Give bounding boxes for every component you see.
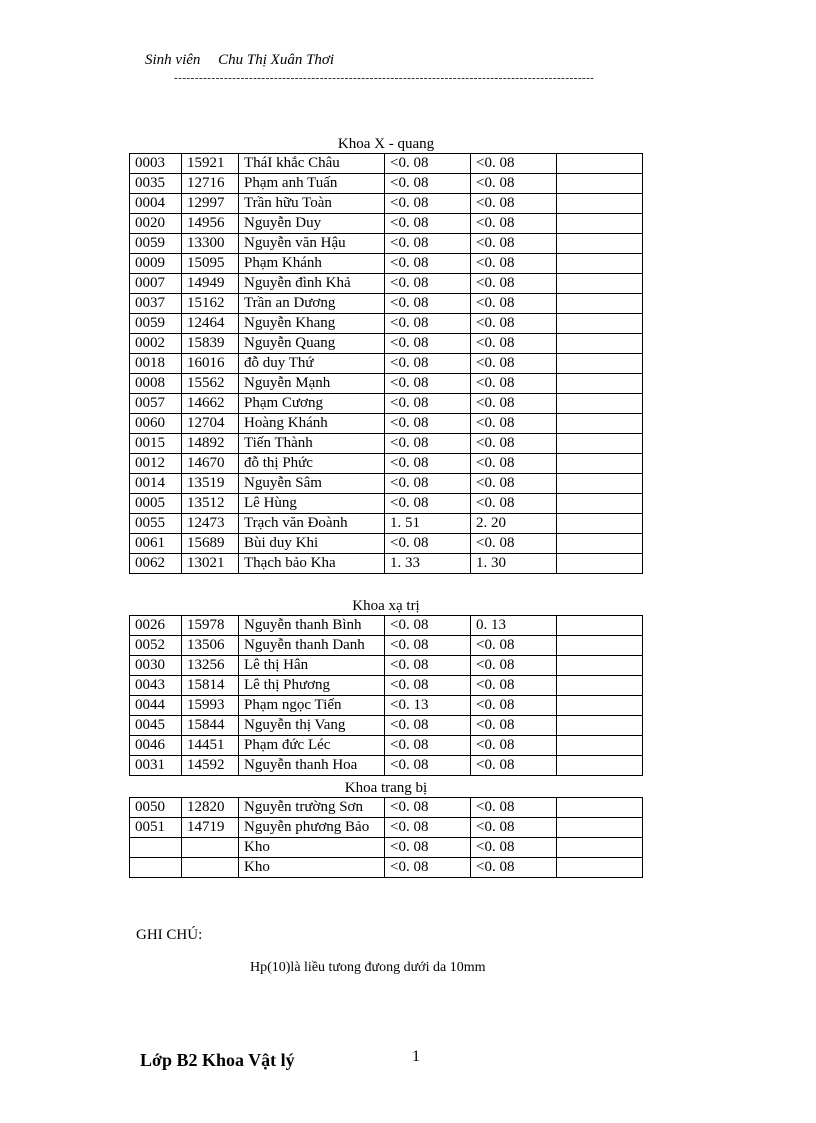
dosimeter-code-cell: 0057 <box>130 394 182 414</box>
staff-id-cell: 15978 <box>182 616 239 636</box>
staff-id-cell: 15095 <box>182 254 239 274</box>
table-row <box>130 234 643 254</box>
hp10-value-cell: <0. 08 <box>385 454 471 474</box>
hp10-value-cell: 1. 33 <box>385 554 471 574</box>
table-row <box>130 354 643 374</box>
remark-cell <box>557 534 643 554</box>
name-cell: Tiến Thành <box>239 434 385 454</box>
staff-id-cell: 12464 <box>182 314 239 334</box>
hp007-value-cell: <0. 08 <box>471 818 557 838</box>
name-cell: đỗ duy Thứ <box>239 354 385 374</box>
hp007-value-cell: <0. 08 <box>471 274 557 294</box>
remark-cell <box>557 334 643 354</box>
section-title: Khoa xạ trị <box>352 598 420 614</box>
dosimeter-code-cell: 0020 <box>130 214 182 234</box>
hp007-value-cell: <0. 08 <box>471 656 557 676</box>
staff-id-cell: 14592 <box>182 756 239 776</box>
staff-id-cell: 13021 <box>182 554 239 574</box>
remark-cell <box>557 434 643 454</box>
hp007-value-cell: <0. 08 <box>471 394 557 414</box>
remark-cell <box>557 756 643 776</box>
remark-cell <box>557 274 643 294</box>
dosimeter-code-cell: 0051 <box>130 818 182 838</box>
staff-id-cell: 15689 <box>182 534 239 554</box>
dosimeter-code-cell <box>130 858 182 878</box>
table-row <box>130 798 643 818</box>
hp007-value-cell: <0. 08 <box>471 798 557 818</box>
student-label: Sinh viên <box>145 52 201 68</box>
dosimeter-code-cell: 0050 <box>130 798 182 818</box>
hp007-value-cell: <0. 08 <box>471 434 557 454</box>
header-divider: ----------------------------------------------------------------------------------------------------- <box>174 72 595 84</box>
section-title: Khoa X - quang <box>337 136 435 152</box>
table-row <box>130 858 643 878</box>
table-row <box>130 736 643 756</box>
hp007-value-cell: 2. 20 <box>471 514 557 534</box>
remark-cell <box>557 374 643 394</box>
name-cell: đỗ thị Phức <box>239 454 385 474</box>
name-cell: Nguyễn đình Khả <box>239 274 385 294</box>
name-cell: Nguyễn Khang <box>239 314 385 334</box>
hp007-value-cell: <0. 08 <box>471 294 557 314</box>
hp007-value-cell: <0. 08 <box>471 194 557 214</box>
hp007-value-cell: <0. 08 <box>471 254 557 274</box>
dosimeter-code-cell: 0026 <box>130 616 182 636</box>
dosimeter-code-cell: 0009 <box>130 254 182 274</box>
table-row <box>130 616 643 636</box>
page-header <box>145 52 334 69</box>
table-row <box>130 454 643 474</box>
hp007-value-cell: <0. 08 <box>471 494 557 514</box>
hp10-value-cell: <0. 08 <box>385 676 471 696</box>
hp007-value-cell: <0. 08 <box>471 534 557 554</box>
staff-id-cell: 15921 <box>182 154 239 174</box>
staff-id-cell: 14670 <box>182 454 239 474</box>
dosimeter-code-cell: 0012 <box>130 454 182 474</box>
remark-cell <box>557 716 643 736</box>
remark-cell <box>557 354 643 374</box>
table-row <box>130 414 643 434</box>
name-cell: Trạch văn Đoành <box>239 514 385 534</box>
dosimeter-code-cell: 0003 <box>130 154 182 174</box>
remark-cell <box>557 314 643 334</box>
name-cell: Phạm anh Tuấn <box>239 174 385 194</box>
table-row <box>130 676 643 696</box>
remark-cell <box>557 818 643 838</box>
hp10-value-cell: <0. 08 <box>385 294 471 314</box>
hp10-value-cell: <0. 08 <box>385 194 471 214</box>
hp007-value-cell: <0. 08 <box>471 696 557 716</box>
table-row <box>130 716 643 736</box>
name-cell: Nguyễn phương Bảo <box>239 818 385 838</box>
remark-cell <box>557 616 643 636</box>
hp10-value-cell: <0. 08 <box>385 858 471 878</box>
name-cell: Phạm Cương <box>239 394 385 414</box>
staff-id-cell: 14949 <box>182 274 239 294</box>
staff-id-cell: 12716 <box>182 174 239 194</box>
hp007-value-cell: <0. 08 <box>471 174 557 194</box>
hp007-value-cell: <0. 08 <box>471 454 557 474</box>
hp007-value-cell: <0. 08 <box>471 676 557 696</box>
hp10-value-cell: <0. 08 <box>385 798 471 818</box>
remark-cell <box>557 636 643 656</box>
hp10-value-cell: <0. 08 <box>385 274 471 294</box>
remark-cell <box>557 174 643 194</box>
name-cell: Lê Hùng <box>239 494 385 514</box>
name-cell: Kho <box>239 838 385 858</box>
dosimeter-code-cell: 0043 <box>130 676 182 696</box>
table-row <box>130 534 643 554</box>
remark-cell <box>557 214 643 234</box>
results-table <box>129 797 643 878</box>
remark-cell <box>557 494 643 514</box>
hp10-value-cell: <0. 08 <box>385 354 471 374</box>
table-row <box>130 756 643 776</box>
hp10-value-cell: <0. 08 <box>385 414 471 434</box>
dosimeter-code-cell: 0015 <box>130 434 182 454</box>
hp007-value-cell: <0. 08 <box>471 838 557 858</box>
note-label: GHI CHÚ: <box>136 927 203 943</box>
dosimeter-code-cell: 0004 <box>130 194 182 214</box>
table-row <box>130 554 643 574</box>
name-cell: Nguyễn văn Hậu <box>239 234 385 254</box>
name-cell: Nguyễn thị Vang <box>239 716 385 736</box>
hp10-value-cell: <0. 08 <box>385 656 471 676</box>
name-cell: Kho <box>239 858 385 878</box>
hp007-value-cell: <0. 08 <box>471 858 557 878</box>
table-row <box>130 494 643 514</box>
name-cell: Nguyễn thanh Bình <box>239 616 385 636</box>
dosimeter-code-cell: 0008 <box>130 374 182 394</box>
name-cell: TháI khắc Châu <box>239 154 385 174</box>
table-row <box>130 334 643 354</box>
name-cell: Nguyễn Sâm <box>239 474 385 494</box>
staff-id-cell: 14719 <box>182 818 239 838</box>
staff-id-cell: 12704 <box>182 414 239 434</box>
name-cell: Nguyễn thanh Danh <box>239 636 385 656</box>
hp10-value-cell: <0. 13 <box>385 696 471 716</box>
remark-cell <box>557 154 643 174</box>
table-row <box>130 174 643 194</box>
staff-id-cell: 16016 <box>182 354 239 374</box>
table-row <box>130 154 643 174</box>
staff-id-cell: 15993 <box>182 696 239 716</box>
remark-cell <box>557 394 643 414</box>
remark-cell <box>557 696 643 716</box>
section-title: Khoa trang bị <box>344 780 428 796</box>
hp007-value-cell: <0. 08 <box>471 234 557 254</box>
staff-id-cell: 14892 <box>182 434 239 454</box>
name-cell: Nguyễn Duy <box>239 214 385 234</box>
staff-id-cell <box>182 838 239 858</box>
hp10-value-cell: <0. 08 <box>385 736 471 756</box>
name-cell: Phạm đức Léc <box>239 736 385 756</box>
remark-cell <box>557 858 643 878</box>
dosimeter-code-cell: 0035 <box>130 174 182 194</box>
name-cell: Trần hữu Toàn <box>239 194 385 214</box>
remark-cell <box>557 656 643 676</box>
hp10-value-cell: <0. 08 <box>385 474 471 494</box>
table-row <box>130 818 643 838</box>
name-cell: Bùi duy Khi <box>239 534 385 554</box>
table-row <box>130 214 643 234</box>
dosimeter-code-cell: 0044 <box>130 696 182 716</box>
dosimeter-code-cell: 0061 <box>130 534 182 554</box>
dosimeter-code-cell: 0014 <box>130 474 182 494</box>
hp10-value-cell: <0. 08 <box>385 334 471 354</box>
staff-id-cell: 13256 <box>182 656 239 676</box>
table-row <box>130 314 643 334</box>
table-row <box>130 474 643 494</box>
staff-id-cell: 15814 <box>182 676 239 696</box>
results-table <box>129 615 643 776</box>
name-cell: Nguyễn Quang <box>239 334 385 354</box>
hp007-value-cell: <0. 08 <box>471 736 557 756</box>
table-row <box>130 294 643 314</box>
hp007-value-cell: 0. 13 <box>471 616 557 636</box>
table-row <box>130 696 643 716</box>
remark-cell <box>557 254 643 274</box>
dosimeter-code-cell: 0059 <box>130 314 182 334</box>
hp007-value-cell: <0. 08 <box>471 756 557 776</box>
dosimeter-code-cell: 0018 <box>130 354 182 374</box>
name-cell: Trần an Dương <box>239 294 385 314</box>
dosimeter-code-cell: 0031 <box>130 756 182 776</box>
remark-cell <box>557 554 643 574</box>
dosimeter-code-cell: 0059 <box>130 234 182 254</box>
remark-cell <box>557 736 643 756</box>
dosimeter-code-cell: 0052 <box>130 636 182 656</box>
hp007-value-cell: <0. 08 <box>471 636 557 656</box>
hp10-value-cell: <0. 08 <box>385 174 471 194</box>
staff-id-cell: 13512 <box>182 494 239 514</box>
hp10-value-cell: <0. 08 <box>385 374 471 394</box>
table-row <box>130 514 643 534</box>
results-table <box>129 153 643 574</box>
hp007-value-cell: <0. 08 <box>471 354 557 374</box>
student-name: Chu Thị Xuân Thơi <box>218 52 335 68</box>
hp10-value-cell: <0. 08 <box>385 154 471 174</box>
name-cell: Hoàng Khánh <box>239 414 385 434</box>
remark-cell <box>557 838 643 858</box>
hp10-value-cell: <0. 08 <box>385 314 471 334</box>
staff-id-cell: 13300 <box>182 234 239 254</box>
hp007-value-cell: <0. 08 <box>471 474 557 494</box>
remark-cell <box>557 294 643 314</box>
hp007-value-cell: <0. 08 <box>471 334 557 354</box>
hp007-value-cell: <0. 08 <box>471 374 557 394</box>
name-cell: Thạch bảo Kha <box>239 554 385 574</box>
hp10-value-cell: <0. 08 <box>385 214 471 234</box>
hp10-value-cell: <0. 08 <box>385 636 471 656</box>
hp10-value-cell: <0. 08 <box>385 616 471 636</box>
dosimeter-code-cell: 0005 <box>130 494 182 514</box>
note-text: Hp(10)là liều tưong đưong dưới da 10mm <box>250 960 486 975</box>
name-cell: Nguyễn trường Sơn <box>239 798 385 818</box>
dosimeter-code-cell: 0060 <box>130 414 182 434</box>
table-row <box>130 636 643 656</box>
dosimeter-code-cell: 0055 <box>130 514 182 534</box>
table-row <box>130 838 643 858</box>
name-cell: Lê thị Hân <box>239 656 385 676</box>
page-number: 1 <box>412 1048 420 1065</box>
table-row <box>130 394 643 414</box>
remark-cell <box>557 474 643 494</box>
table-row <box>130 434 643 454</box>
remark-cell <box>557 798 643 818</box>
hp10-value-cell: <0. 08 <box>385 394 471 414</box>
footer-class-name: Lớp B2 Khoa Vật lý <box>140 1050 295 1070</box>
dosimeter-code-cell: 0046 <box>130 736 182 756</box>
hp007-value-cell: <0. 08 <box>471 214 557 234</box>
remark-cell <box>557 234 643 254</box>
remark-cell <box>557 194 643 214</box>
table-row <box>130 374 643 394</box>
dosimeter-code-cell: 0030 <box>130 656 182 676</box>
dosimeter-code-cell: 0007 <box>130 274 182 294</box>
hp10-value-cell: <0. 08 <box>385 534 471 554</box>
dosimeter-code-cell: 0045 <box>130 716 182 736</box>
hp007-value-cell: <0. 08 <box>471 314 557 334</box>
hp007-value-cell: <0. 08 <box>471 414 557 434</box>
staff-id-cell <box>182 858 239 878</box>
staff-id-cell: 15162 <box>182 294 239 314</box>
staff-id-cell: 12820 <box>182 798 239 818</box>
remark-cell <box>557 676 643 696</box>
staff-id-cell: 13519 <box>182 474 239 494</box>
dosimeter-code-cell: 0062 <box>130 554 182 574</box>
table-row <box>130 274 643 294</box>
staff-id-cell: 12997 <box>182 194 239 214</box>
remark-cell <box>557 454 643 474</box>
hp007-value-cell: <0. 08 <box>471 154 557 174</box>
hp10-value-cell: <0. 08 <box>385 494 471 514</box>
table-row <box>130 194 643 214</box>
hp10-value-cell: <0. 08 <box>385 838 471 858</box>
name-cell: Phạm ngọc Tiến <box>239 696 385 716</box>
hp10-value-cell: <0. 08 <box>385 756 471 776</box>
staff-id-cell: 15839 <box>182 334 239 354</box>
staff-id-cell: 14662 <box>182 394 239 414</box>
remark-cell <box>557 414 643 434</box>
table-row <box>130 656 643 676</box>
staff-id-cell: 12473 <box>182 514 239 534</box>
hp007-value-cell: 1. 30 <box>471 554 557 574</box>
staff-id-cell: 14956 <box>182 214 239 234</box>
table-row <box>130 254 643 274</box>
hp10-value-cell: 1. 51 <box>385 514 471 534</box>
name-cell: Phạm Khánh <box>239 254 385 274</box>
staff-id-cell: 15844 <box>182 716 239 736</box>
name-cell: Nguyễn Mạnh <box>239 374 385 394</box>
remark-cell <box>557 514 643 534</box>
hp10-value-cell: <0. 08 <box>385 818 471 838</box>
hp10-value-cell: <0. 08 <box>385 434 471 454</box>
dosimeter-code-cell: 0037 <box>130 294 182 314</box>
staff-id-cell: 13506 <box>182 636 239 656</box>
name-cell: Lê thị Phương <box>239 676 385 696</box>
hp10-value-cell: <0. 08 <box>385 234 471 254</box>
hp10-value-cell: <0. 08 <box>385 254 471 274</box>
staff-id-cell: 14451 <box>182 736 239 756</box>
hp10-value-cell: <0. 08 <box>385 716 471 736</box>
staff-id-cell: 15562 <box>182 374 239 394</box>
name-cell: Nguyễn thanh Hoa <box>239 756 385 776</box>
hp007-value-cell: <0. 08 <box>471 716 557 736</box>
dosimeter-code-cell <box>130 838 182 858</box>
dosimeter-code-cell: 0002 <box>130 334 182 354</box>
